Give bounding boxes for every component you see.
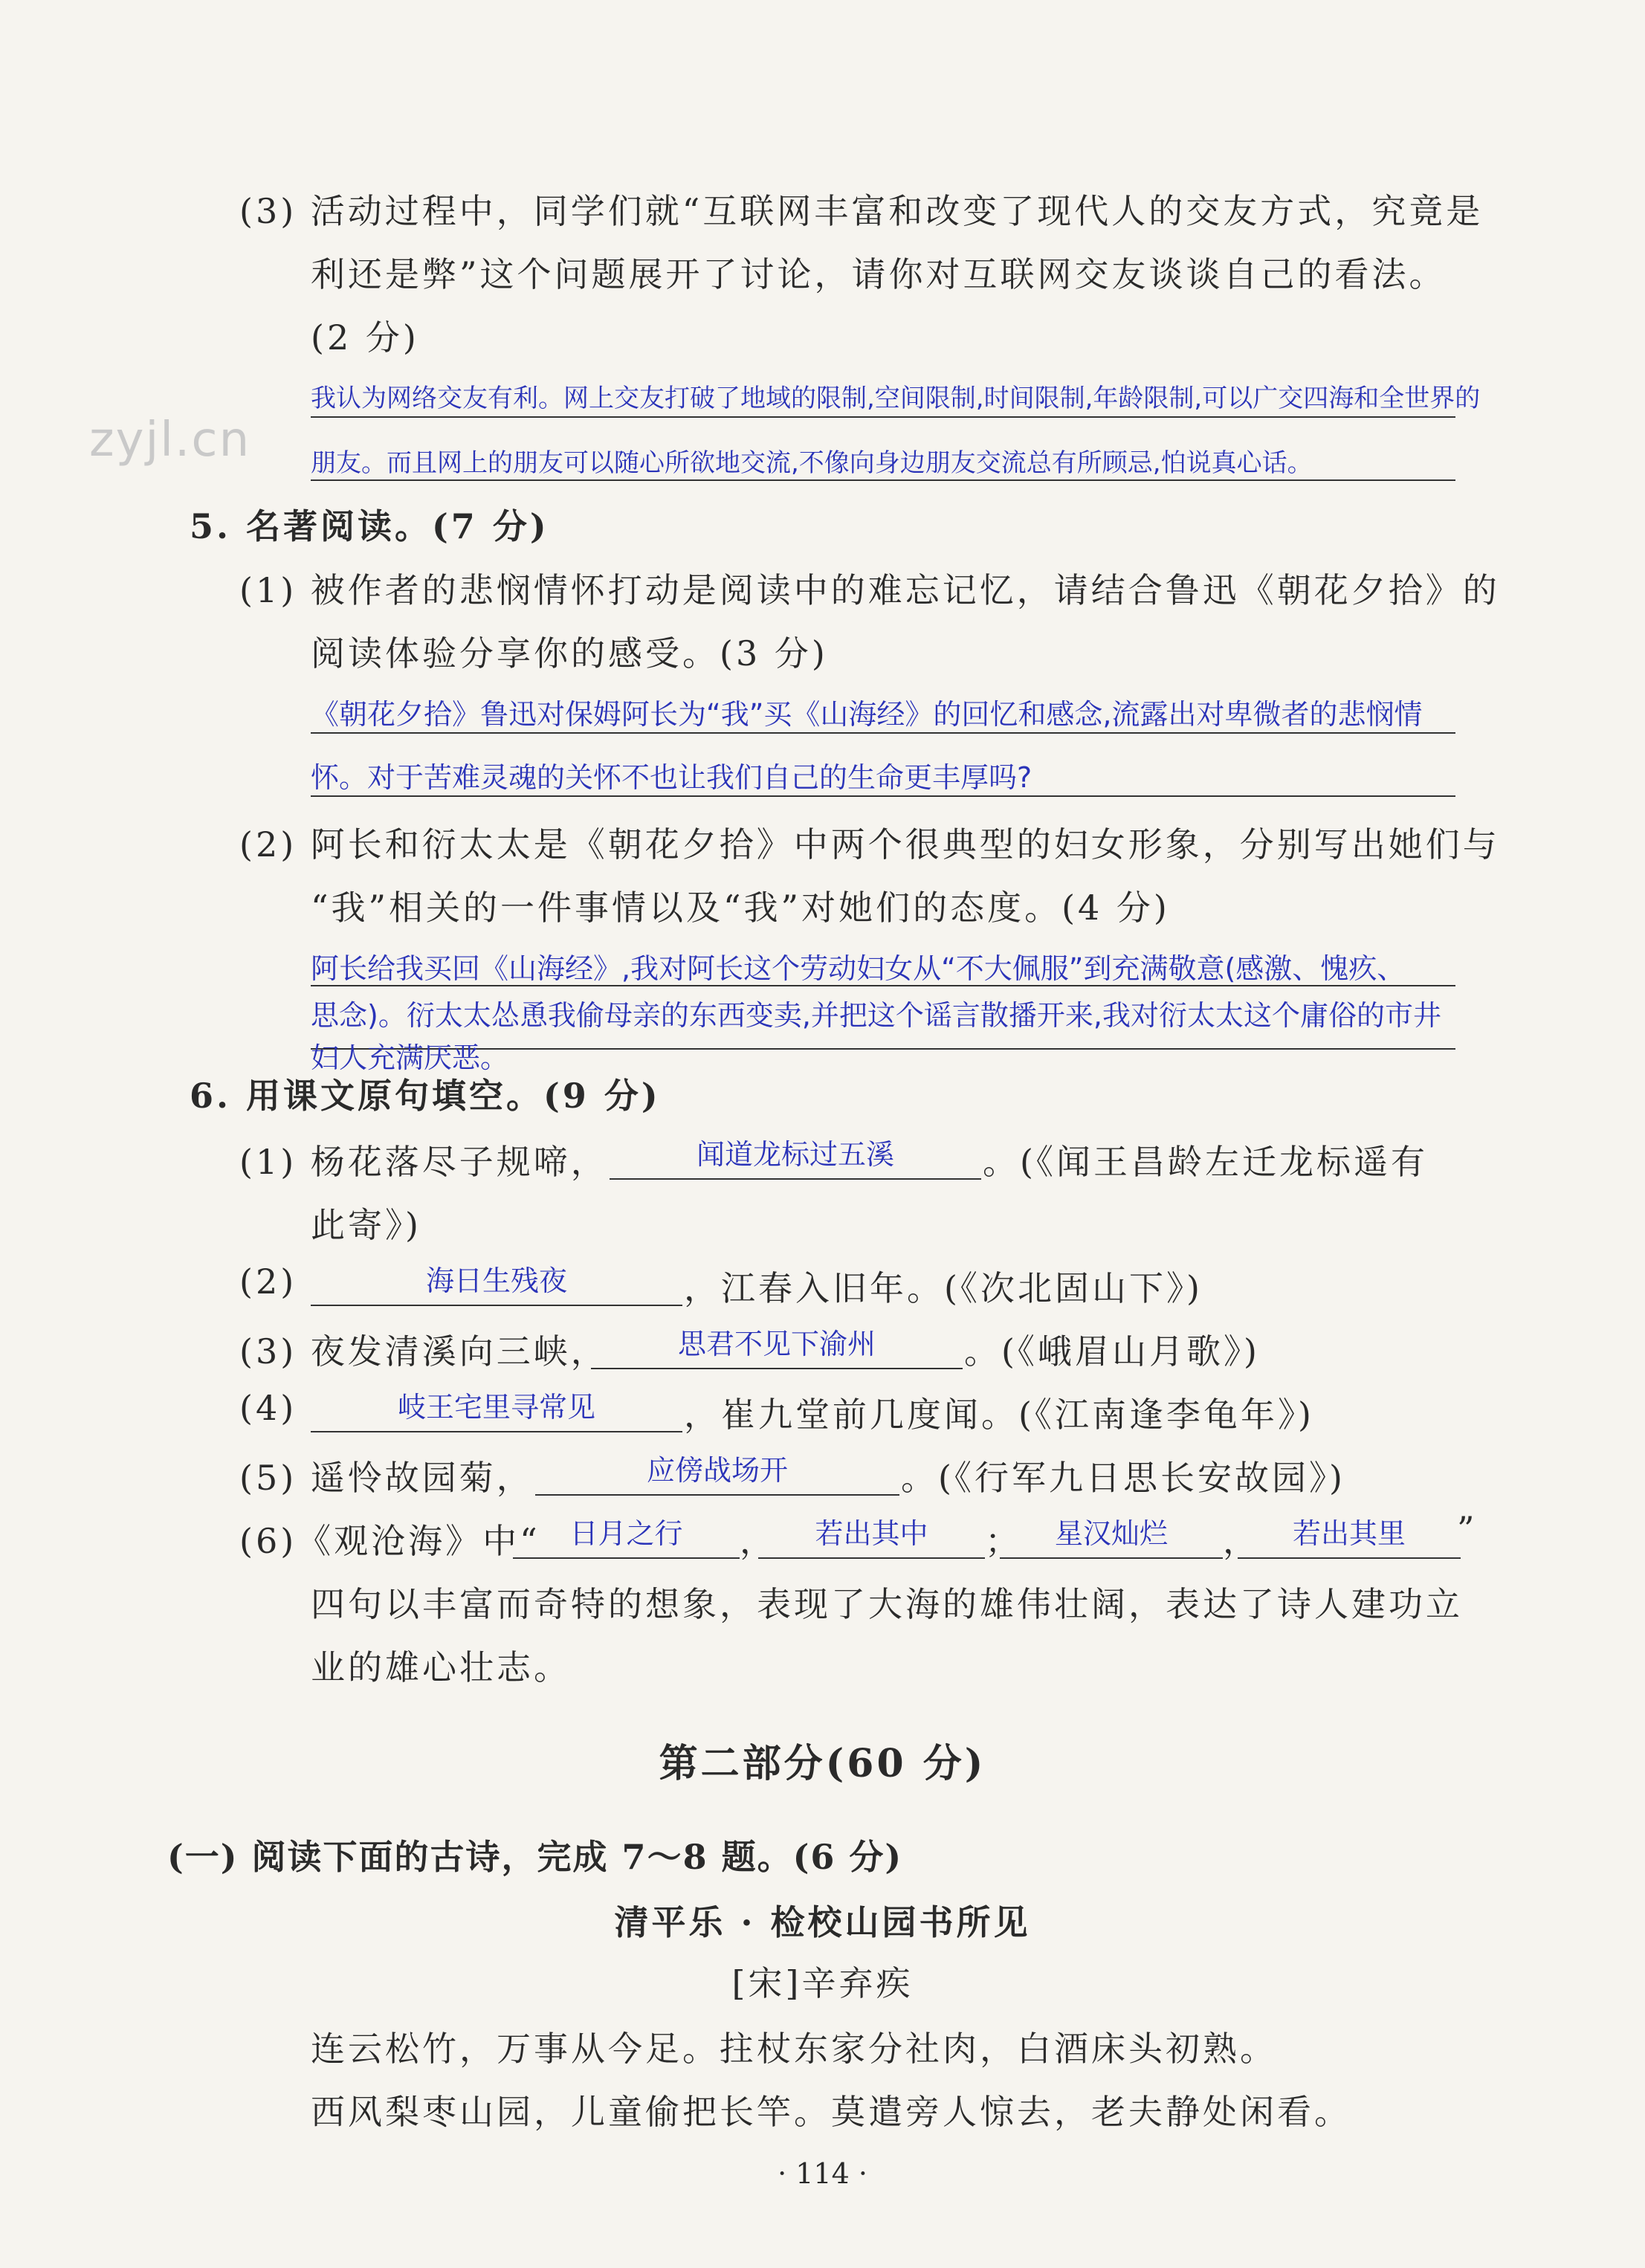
blank-line	[311, 1305, 682, 1306]
q6-1-prefix: (1) 杨花落尽子规啼，	[239, 1142, 608, 1182]
q5-title: 5. 名著阅读。(7 分)	[190, 506, 549, 546]
q6-1-line2: 此寄》)	[311, 1205, 421, 1245]
q6-5-suffix: 。(《行军九日思长安故园》)	[901, 1458, 1345, 1498]
q6-2-suffix: ，江春入旧年。(《次北固山下》)	[684, 1268, 1203, 1308]
q6-3-answer: 思君不见下渝州	[677, 1328, 876, 1360]
q6-3-suffix: 。(《峨眉山月歌》)	[964, 1331, 1260, 1372]
part2-heading: 第二部分(60 分)	[659, 1741, 986, 1786]
blank-line	[591, 1368, 963, 1369]
q5-1-line2: 阅读体验分享你的感受。(3 分)	[311, 633, 828, 673]
q5-2-answer-line3: 妇人充满厌恶。	[311, 1041, 509, 1074]
page-number: · 114 ·	[778, 2157, 867, 2190]
blank-line	[610, 1178, 981, 1180]
q6-6-line2: 四句以丰富而奇特的想象，表现了大海的雄伟壮阔，表达了诗人建功立	[311, 1584, 1463, 1624]
q6-6-answer1: 日月之行	[569, 1517, 683, 1550]
section-1-instruction: (一) 阅读下面的古诗，完成 7～8 题。(6 分)	[167, 1837, 903, 1877]
q6-2-answer: 海日生残夜	[425, 1264, 567, 1297]
answer-rule	[311, 795, 1455, 797]
q4-3-answer-line1: 我认为网络交友有利。网上交友打破了地域的限制,空间限制,时间限制,年龄限制,可以广交四海和全世界的	[311, 384, 1481, 413]
watermark: zyjl.cn	[89, 413, 251, 468]
q4-3-score: (2 分)	[311, 317, 419, 358]
answer-rule	[311, 732, 1455, 734]
q6-5-prefix: (5) 遥怜故园菊，	[239, 1458, 534, 1498]
answer-rule	[311, 416, 1455, 418]
q6-6-semicolon: ；	[985, 1521, 1022, 1561]
q5-1-answer-line1: 《朝花夕拾》鲁迅对保姆阿长为“我”买《山海经》的回忆和感念,流露出对卑微者的悲悯情	[311, 698, 1423, 731]
q4-3-line2: 利还是弊”这个问题展开了讨论，请你对互联网交友谈谈自己的看法。	[311, 254, 1447, 294]
poem-line2: 西风梨枣山园，儿童偷把长竿。莫遣旁人惊去，老夫静处闲看。	[311, 2092, 1351, 2132]
q6-4-suffix: ，崔九堂前几度闻。(《江南逢李龟年》)	[684, 1395, 1314, 1435]
q6-6-line3: 业的雄心壮志。	[311, 1647, 571, 1687]
q6-6-comma1: ，	[740, 1521, 777, 1561]
q5-2-answer-line2: 思念)。衍太太怂恿我偷母亲的东西变卖,并把这个谣言散播开来,我对衍太太这个庸俗的市井	[311, 999, 1441, 1032]
poem-line1: 连云松竹，万事从今足。拄杖东家分社肉，白酒床头初熟。	[311, 2029, 1277, 2069]
q6-6-answer3: 星汉灿烂	[1054, 1517, 1168, 1550]
q6-1-suffix: 。(《闻王昌龄左迁龙标遥有	[983, 1142, 1428, 1182]
answer-rule	[311, 985, 1455, 986]
q5-1-line1: (1) 被作者的悲悯情怀打动是阅读中的难忘记忆，请结合鲁迅《朝花夕拾》的	[239, 570, 1500, 610]
q6-6-answer4: 若出其里	[1292, 1517, 1406, 1550]
blank-line	[311, 1431, 682, 1432]
q5-2-line1: (2) 阿长和衍太太是《朝花夕拾》中两个很典型的妇女形象，分别写出她们与	[239, 824, 1500, 865]
poem-author: [宋]辛弃疾	[731, 1963, 914, 2003]
q5-2-answer-line1: 阿长给我买回《山海经》,我对阿长这个劳动妇女从“不大佩服”到充满敬意(感激、愧疚、	[311, 952, 1406, 985]
q6-6-answer2: 若出其中	[815, 1517, 928, 1550]
q4-3-answer-line2: 朋友。而且网上的朋友可以随心所欲地交流,不像向身边朋友交流总有所顾忌,怕说真心话。	[311, 448, 1313, 478]
blank-line	[513, 1557, 740, 1559]
q6-title: 6. 用课文原句填空。(9 分)	[190, 1076, 661, 1116]
blank-line	[1000, 1557, 1223, 1559]
q6-4-prefix: (4)	[239, 1388, 297, 1428]
blank-line	[535, 1494, 899, 1496]
q6-6-close-quote: ”	[1457, 1509, 1478, 1549]
q6-1-answer: 闻道龙标过五溪	[696, 1138, 894, 1171]
q5-1-answer-line2: 怀。对于苦难灵魂的关怀不也让我们自己的生命更丰厚吗?	[311, 761, 1032, 794]
q6-4-answer: 岐王宅里寻常见	[397, 1391, 595, 1424]
q6-6-comma2: ，	[1223, 1521, 1260, 1561]
blank-line	[758, 1557, 985, 1559]
blank-line	[1238, 1557, 1461, 1559]
q5-2-line2: “我”相关的一件事情以及“我”对她们的态度。(4 分)	[311, 888, 1170, 928]
q6-3-prefix: (3) 夜发清溪向三峡，	[239, 1331, 608, 1372]
answer-rule	[311, 479, 1455, 481]
q6-5-answer: 应傍战场开	[646, 1454, 788, 1487]
q6-6-prefix: (6)《观沧海》中“	[239, 1521, 540, 1561]
q4-3-line1: (3) 活动过程中，同学们就“互联网丰富和改变了现代人的交友方式，究竟是	[239, 191, 1484, 231]
poem-title: 清平乐 · 检校山园书所见	[614, 1902, 1031, 1942]
q6-2-prefix: (2)	[239, 1261, 297, 1302]
